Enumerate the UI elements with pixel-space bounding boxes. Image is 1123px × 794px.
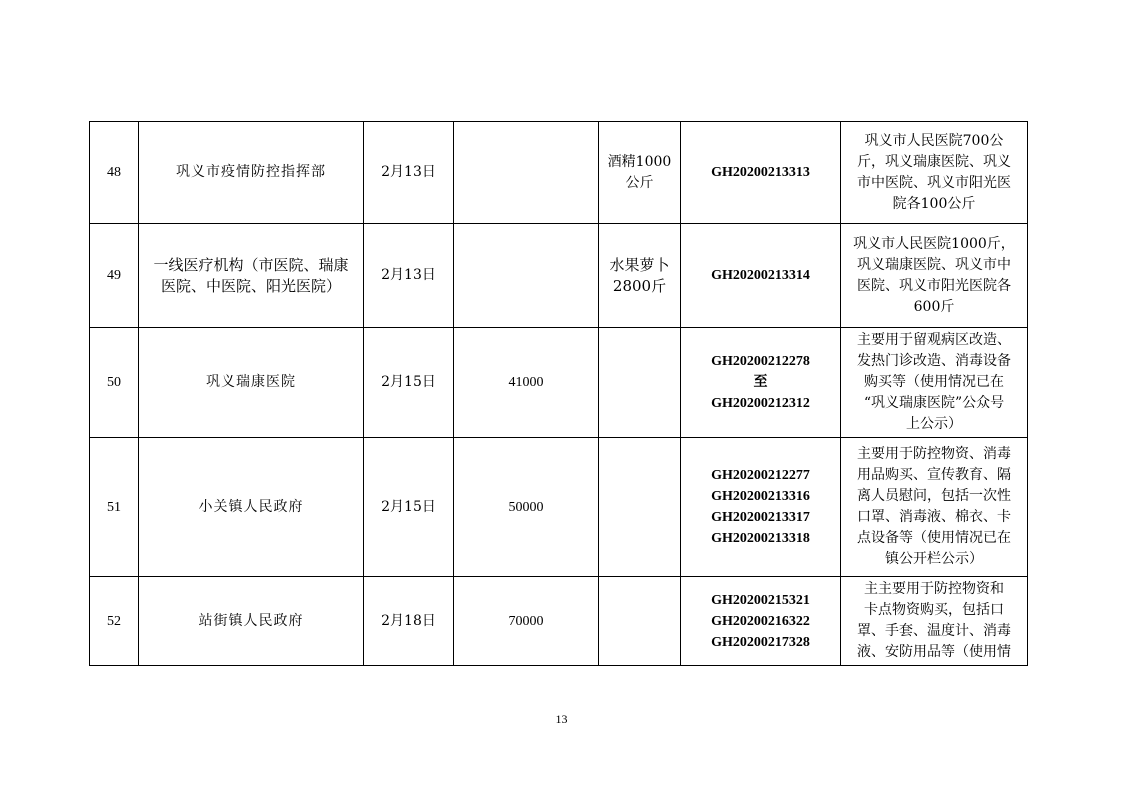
row-number-cell: 49	[90, 224, 139, 328]
recipient-unit-cell	[139, 122, 364, 224]
usage-line: 巩义市人民医院700公	[864, 132, 1004, 149]
goods-cell	[599, 577, 681, 666]
recipient-unit-line: 巩义瑞康医院	[206, 374, 296, 390]
usage-line: 巩义瑞康医院、巩义市中	[857, 256, 1011, 273]
page-number: 13	[555, 712, 568, 726]
recipient-unit-line: 站街镇人民政府	[198, 612, 304, 629]
receipt-code-cell	[681, 224, 841, 328]
recipient-unit-line: 小关镇人民政府	[198, 498, 304, 515]
usage-line: 600斤	[913, 298, 955, 315]
recipient-unit-cell	[139, 577, 364, 666]
row-number-cell: 52	[90, 577, 139, 666]
date-cell: 2月13日	[364, 224, 454, 328]
date-cell: 2月13日	[364, 122, 454, 224]
receipt-code-line: GH20200213318	[711, 531, 810, 546]
table-row	[90, 577, 1028, 666]
usage-line: 斤，巩义瑞康医院、巩义	[857, 153, 1011, 170]
receipt-code-cell	[681, 438, 841, 577]
amount-cell	[454, 224, 599, 328]
table-body	[90, 122, 1028, 666]
table-row	[90, 328, 1028, 438]
usage-line: 卡点物资购买，包括口	[864, 602, 1004, 618]
date-cell: 2月15日	[364, 438, 454, 577]
usage-line: 罩、手套、温度计、消毒	[857, 623, 1011, 639]
receipt-code-line: GH20200215321	[711, 592, 810, 608]
usage-line: 镇公开栏公示）	[885, 551, 983, 567]
receipt-code-cell	[681, 328, 841, 438]
table-row	[90, 224, 1028, 328]
donation-table	[89, 121, 1028, 666]
table-row	[90, 438, 1028, 577]
goods-line: 酒精1000	[607, 153, 672, 170]
usage-line: 巩义市人民医院1000斤，	[853, 235, 1015, 252]
usage-line: 主要用于防控物资、消毒	[857, 446, 1011, 462]
receipt-code-line: GH20200216322	[711, 613, 810, 629]
receipt-code-line: GH20200212278	[711, 354, 810, 369]
row-number-cell: 50	[90, 328, 139, 438]
goods-line: 2800斤	[612, 276, 667, 295]
amount-cell	[454, 122, 599, 224]
usage-line: 购买等（使用情况已在	[864, 374, 1004, 390]
usage-cell	[841, 438, 1028, 577]
goods-cell	[599, 122, 681, 224]
goods-cell	[599, 224, 681, 328]
recipient-unit-line: 巩义市疫情防控指挥部	[176, 164, 326, 180]
usage-line: 口罩、消毒液、棉衣、卡	[857, 509, 1011, 525]
usage-line: 院各100公斤	[892, 195, 976, 212]
table-row	[90, 122, 1028, 224]
usage-line: 主主要用于防控物资和	[864, 581, 1004, 597]
receipt-code-line: GH20200212277	[711, 468, 810, 483]
usage-line: 发热门诊改造、消毒设备	[857, 353, 1011, 369]
receipt-code-line: GH20200212312	[711, 396, 810, 411]
usage-line: “巩义瑞康医院”公众号	[863, 395, 1005, 411]
usage-line: 点设备等（使用情况已在	[857, 530, 1011, 546]
row-number-cell: 51	[90, 438, 139, 577]
usage-line: 离人员慰问，包括一次性	[857, 488, 1011, 504]
amount-cell: 70000	[454, 577, 599, 666]
recipient-unit-cell	[139, 224, 364, 328]
usage-cell	[841, 122, 1028, 224]
goods-line: 公斤	[625, 174, 654, 191]
goods-line: 水果萝卜	[609, 255, 670, 274]
receipt-code-line: GH20200213313	[711, 165, 810, 180]
usage-line: 用品购买、宣传教育、隔	[857, 467, 1011, 483]
usage-line: 主要用于留观病区改造、	[857, 332, 1011, 348]
receipt-code-line: GH20200213316	[711, 489, 810, 504]
goods-cell	[599, 438, 681, 577]
receipt-code-line: GH20200213314	[711, 268, 810, 283]
usage-line: 医院、巩义市阳光医院各	[857, 277, 1011, 294]
receipt-code-line: 至	[753, 375, 768, 390]
usage-cell	[841, 224, 1028, 328]
recipient-unit-cell	[139, 328, 364, 438]
usage-line: 市中医院、巩义市阳光医	[857, 174, 1011, 191]
amount-cell: 50000	[454, 438, 599, 577]
date-cell: 2月15日	[364, 328, 454, 438]
receipt-code-line: GH20200213317	[711, 510, 810, 525]
date-cell: 2月18日	[364, 577, 454, 666]
receipt-code-cell	[681, 122, 841, 224]
usage-line: 液、安防用品等（使用情	[857, 644, 1011, 660]
usage-cell	[841, 328, 1028, 438]
usage-cell	[841, 577, 1028, 666]
amount-cell: 41000	[454, 328, 599, 438]
receipt-code-line: GH20200217328	[711, 634, 810, 650]
row-number-cell: 48	[90, 122, 139, 224]
recipient-unit-line: 医院、中医院、阳光医院）	[160, 276, 341, 295]
recipient-unit-line: 一线医疗机构（市医院、瑞康	[153, 255, 349, 274]
recipient-unit-cell	[139, 438, 364, 577]
usage-line: 上公示）	[906, 416, 962, 432]
receipt-code-cell	[681, 577, 841, 666]
goods-cell	[599, 328, 681, 438]
